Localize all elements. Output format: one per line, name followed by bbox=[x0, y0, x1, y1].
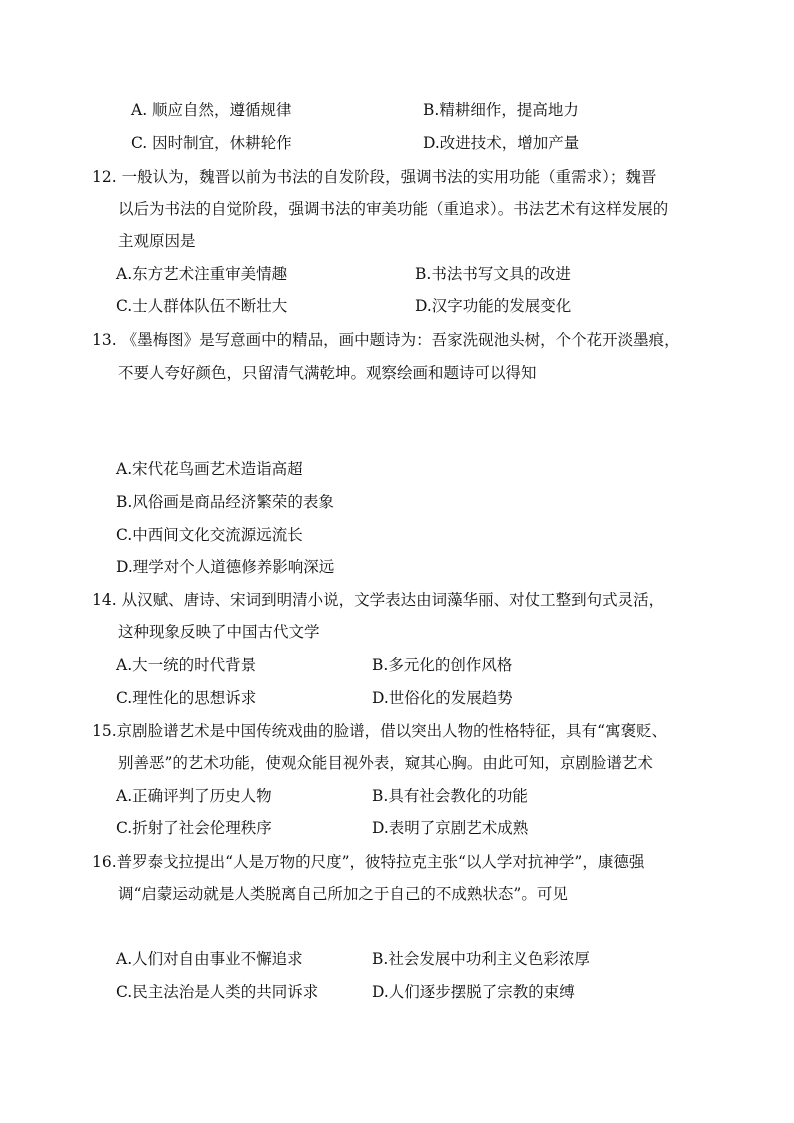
q11-option-b: B.精耕细作，提高地力 bbox=[423, 101, 579, 119]
q16-stem-line-2: 调“启蒙运动就是人类脱离自己所加之于自己的不成熟状态”。可见 bbox=[118, 885, 568, 903]
q11-option-d: D.改进技术，增加产量 bbox=[423, 134, 580, 152]
q14-stem-line-1: 14. 从汉赋、唐诗、宋词到明清小说，文学表达由词藻华丽、对仗工整到句式灵活， bbox=[92, 591, 665, 609]
q14-option-a: A.大一统的时代背景 bbox=[116, 656, 257, 674]
q15-option-d: D.表明了京剧艺术成熟 bbox=[372, 819, 529, 837]
q14-option-b: B.多元化的创作风格 bbox=[372, 656, 513, 674]
q12-stem-line-2: 以后为书法的自觉阶段，强调书法的审美功能（重追求）。书法艺术有这样发展的 bbox=[118, 200, 669, 218]
q16-option-b: B.社会发展中功利主义色彩浓厚 bbox=[372, 950, 590, 968]
q13-stem-line-1: 13. 《墨梅图》是写意画中的精品，画中题诗为：吾家洗砚池头树，个个花开淡墨痕， bbox=[92, 331, 680, 349]
q15-option-a: A.正确评判了历史人物 bbox=[116, 787, 272, 805]
q13-option-a: A.宋代花鸟画艺术造诣高超 bbox=[116, 460, 303, 478]
q15-stem-line-2: 别善恶”的艺术功能，使观众能目视外表，窥其心胸。由此可知，京剧脸谱艺术 bbox=[118, 754, 653, 772]
q12-option-d: D.汉字功能的发展变化 bbox=[415, 297, 572, 315]
q15-option-b: B.具有社会教化的功能 bbox=[372, 787, 528, 805]
q13-option-d: D.理学对个人道德修养影响深远 bbox=[116, 558, 335, 576]
q16-stem-line-1: 16.普罗泰戈拉提出“人是万物的尺度”，彼特拉克主张“以人学对抗神学”，康德强 bbox=[92, 853, 645, 871]
q16-option-d: D.人们逐步摆脱了宗教的束缚 bbox=[372, 983, 575, 1001]
q16-option-c: C.民主法治是人类的共同诉求 bbox=[116, 983, 319, 1001]
q14-option-c: C.理性化的思想诉求 bbox=[116, 689, 257, 707]
q12-stem-line-3: 主观原因是 bbox=[118, 232, 196, 250]
q11-option-c: C. 因时制宜，休耕轮作 bbox=[131, 134, 292, 152]
q11-option-a: A. 顺应自然，遵循规律 bbox=[131, 101, 292, 119]
q15-option-c: C.折射了社会伦理秩序 bbox=[116, 819, 272, 837]
q12-option-a: A.东方艺术注重审美情趣 bbox=[116, 265, 288, 283]
q16-option-a: A.人们对自由事业不懈追求 bbox=[116, 950, 303, 968]
q13-stem-line-2: 不要人夸好颜色，只留清气满乾坤。观察绘画和题诗可以得知 bbox=[118, 364, 537, 382]
q13-option-b: B.风俗画是商品经济繁荣的表象 bbox=[116, 493, 334, 511]
q12-option-b: B.书法书写文具的改进 bbox=[415, 265, 571, 283]
q12-option-c: C.士人群体队伍不断壮大 bbox=[116, 297, 288, 315]
q15-stem-line-1: 15.京剧脸谱艺术是中国传统戏曲的脸谱，借以突出人物的性格特征，具有“寓褒贬、 bbox=[92, 722, 668, 740]
q14-stem-line-2: 这种现象反映了中国古代文学 bbox=[118, 623, 320, 641]
q12-stem-line-1: 12. 一般认为，魏晋以前为书法的自发阶段，强调书法的实用功能（重需求）；魏晋 bbox=[92, 168, 657, 186]
q14-option-d: D.世俗化的发展趋势 bbox=[372, 689, 513, 707]
q13-option-c: C.中西间文化交流源远流长 bbox=[116, 526, 303, 544]
